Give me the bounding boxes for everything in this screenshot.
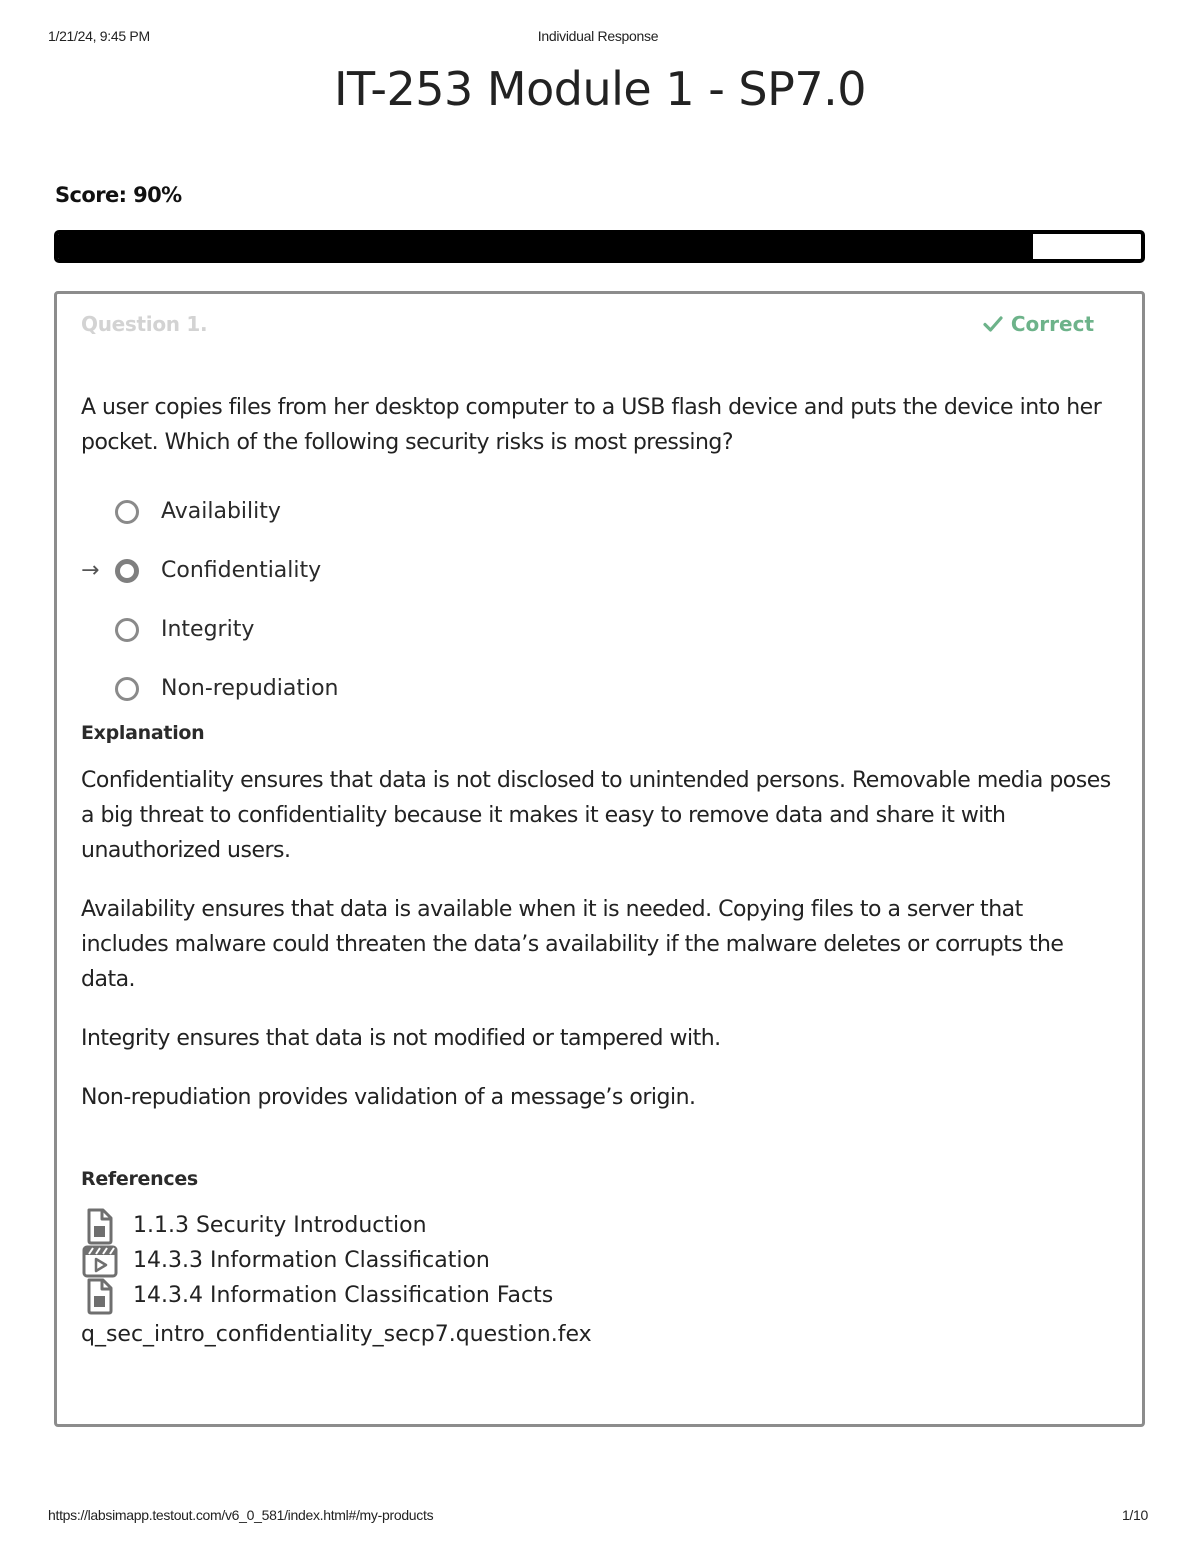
- answer-option-confidentiality[interactable]: [79, 541, 339, 600]
- page-number: 1/10: [1121, 1507, 1148, 1523]
- answer-option-availability[interactable]: [79, 482, 339, 541]
- references-heading: References: [81, 1168, 198, 1190]
- answer-option-non-repudiation[interactable]: [79, 659, 339, 718]
- page-url: https://labsimapp.testout.com/v6_0_581/index.html#/my-products: [48, 1507, 434, 1523]
- radio-icon[interactable]: [115, 618, 139, 642]
- print-datetime: 1/21/24, 9:45 PM: [48, 28, 150, 44]
- explanation-heading: Explanation: [81, 722, 205, 744]
- page-title: IT-253 Module 1 - SP7.0: [333, 62, 867, 116]
- option-label: Non-repudiation: [161, 676, 339, 701]
- radio-icon[interactable]: [115, 500, 139, 524]
- print-footer: [48, 1507, 1148, 1523]
- explanation-paragraph: Availability ensures that data is available when it is needed. Copying files to a server that includes malware could threaten the data’s availability if the malware deletes or corrupts the data.: [81, 897, 1064, 992]
- explanation-body: [81, 763, 1112, 1139]
- reference-link[interactable]: [81, 1208, 553, 1243]
- video-icon: [81, 1242, 119, 1280]
- question-header: [81, 312, 1094, 336]
- score-progress-bar: [54, 230, 1145, 263]
- radio-icon[interactable]: [115, 677, 139, 701]
- radio-icon[interactable]: [115, 559, 139, 583]
- reference-link[interactable]: [81, 1278, 553, 1313]
- arrow-right-icon: →: [81, 558, 100, 583]
- references-list: [81, 1208, 553, 1313]
- question-number: Question 1.: [81, 312, 208, 336]
- explanation-paragraph: Integrity ensures that data is not modified or tampered with.: [81, 1026, 721, 1051]
- explanation-paragraph: Non-repudiation provides validation of a message’s origin.: [81, 1085, 696, 1110]
- print-header: [48, 28, 1148, 44]
- option-label: Availability: [161, 499, 281, 524]
- option-label: Confidentiality: [161, 558, 322, 583]
- answer-options: [79, 482, 339, 718]
- check-icon: [983, 315, 1003, 333]
- question-text: A user copies files from her desktop computer to a USB flash device and puts the device into her pocket. Which of the following security risks is most pressing?: [81, 395, 1102, 455]
- print-page-title: Individual Response: [537, 28, 659, 44]
- option-label: Integrity: [161, 617, 255, 642]
- status-label: Correct: [1010, 312, 1094, 336]
- score-progress-fill: [58, 234, 1033, 259]
- question-file-id: q_sec_intro_confidentiality_secp7.question.fex: [81, 1322, 592, 1347]
- reference-label: 1.1.3 Security Introduction: [133, 1213, 427, 1238]
- answer-option-integrity[interactable]: [79, 600, 339, 659]
- reference-label: 14.3.4 Information Classification Facts: [133, 1283, 554, 1308]
- score-label: Score: 90%: [55, 183, 182, 207]
- reference-label: 14.3.3 Information Classification: [133, 1248, 490, 1273]
- status-badge: [983, 312, 1094, 336]
- question-card: [54, 291, 1145, 1427]
- reference-link[interactable]: [81, 1243, 553, 1278]
- explanation-paragraph: Confidentiality ensures that data is not disclosed to unintended persons. Removable media poses a big threat to confidentiality because it makes it easy to remove data and share it with unauthorized users.: [81, 768, 1111, 863]
- document-icon: [81, 1207, 119, 1245]
- document-icon: [81, 1277, 119, 1315]
